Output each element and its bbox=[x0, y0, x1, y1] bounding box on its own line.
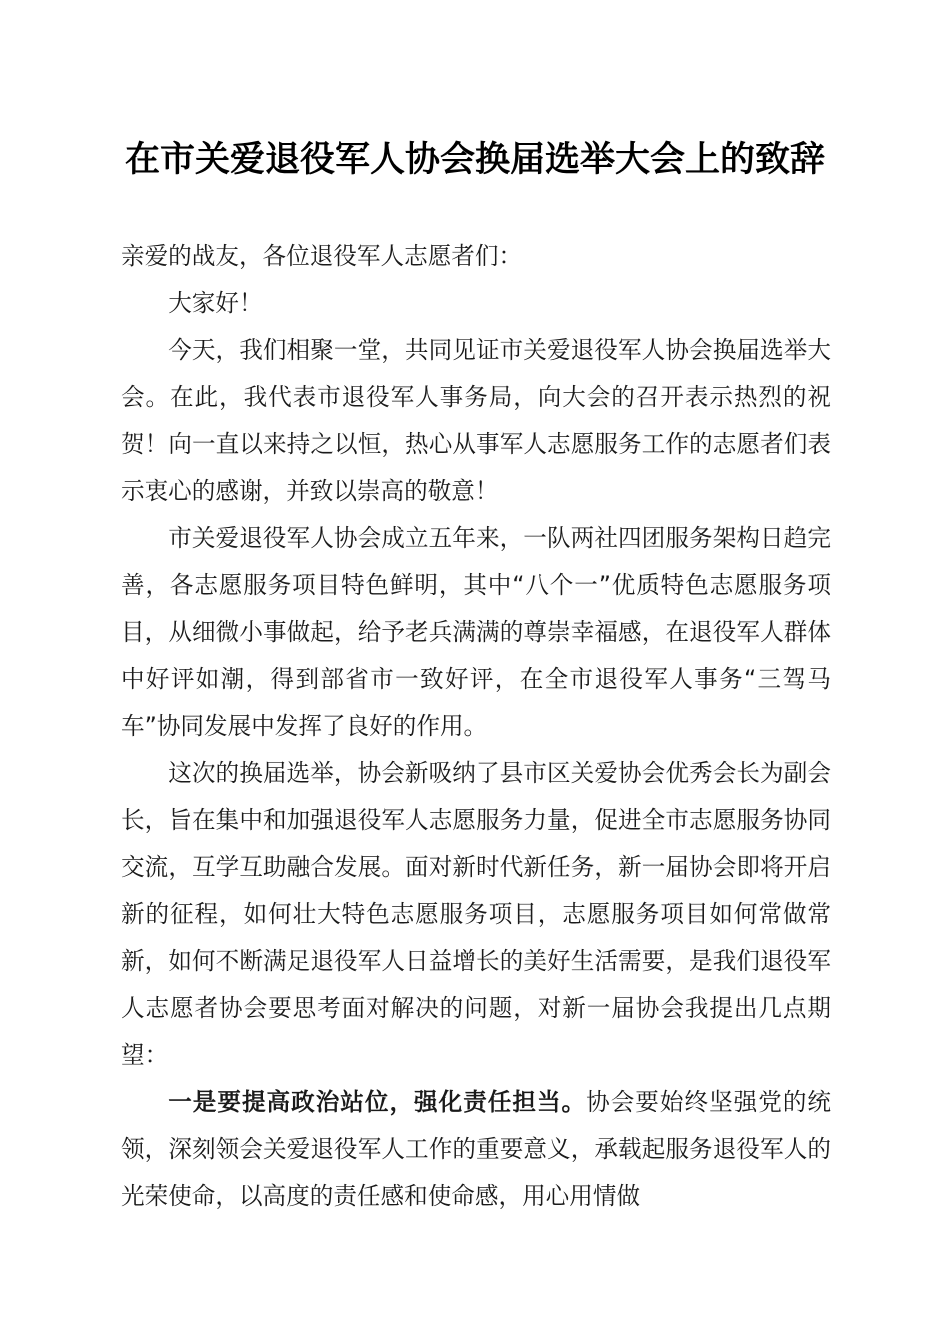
paragraph-3: 这次的换届选举，协会新吸纳了县市区关爱协会优秀会长为副会长，旨在集中和加强退役军人志愿服务力量，促进全市志愿服务协同交流，互学互助融合发展。面对新时代新任务，新一届协会即将开启新的征程，如何壮大特色志愿服务项目，志愿服务项目如何常做常新，如何不断满足退役军人日益增长的美好生活需要，是我们退役军人志愿者协会要思考面对解决的问题，对新一届协会我提出几点期望： bbox=[121, 759, 831, 1069]
point-one-heading: 一是要提高政治站位，强化责任担当。 bbox=[168, 1088, 587, 1116]
document-title: 在市关爱退役军人协会换届选举大会上的致辞 bbox=[124, 139, 825, 180]
document-body bbox=[121, 233, 831, 1220]
greeting: 大家好！ bbox=[168, 289, 263, 317]
paragraph-2: 市关爱退役军人协会成立五年来，一队两社四团服务架构日趋完善，各志愿服务项目特色鲜明，其中“八个一”优质特色志愿服务项目，从细微小事做起，给予老兵满满的尊崇幸福感，在退役军人群体中好评如潮，得到部省市一致好评，在全市退役军人事务“三驾马车”协同发展中发挥了良好的作用。 bbox=[121, 524, 831, 740]
salutation: 亲爱的战友，各位退役军人志愿者们： bbox=[121, 242, 523, 270]
paragraph-1: 今天，我们相聚一堂，共同见证市关爱退役军人协会换届选举大会。在此，我代表市退役军人事务局，向大会的召开表示热烈的祝贺！向一直以来持之以恒，热心从事军人志愿服务工作的志愿者们表示衷心的感谢，并致以崇高的敬意！ bbox=[121, 336, 831, 505]
paragraph-4 bbox=[121, 1079, 831, 1220]
point-one-text: 协会要始终坚强党的统领，深刻领会关爱退役军人工作的重要意义，承载起服务退役军人的光荣使命，以高度的责任感和使命感，用心用情做 bbox=[121, 1088, 832, 1210]
